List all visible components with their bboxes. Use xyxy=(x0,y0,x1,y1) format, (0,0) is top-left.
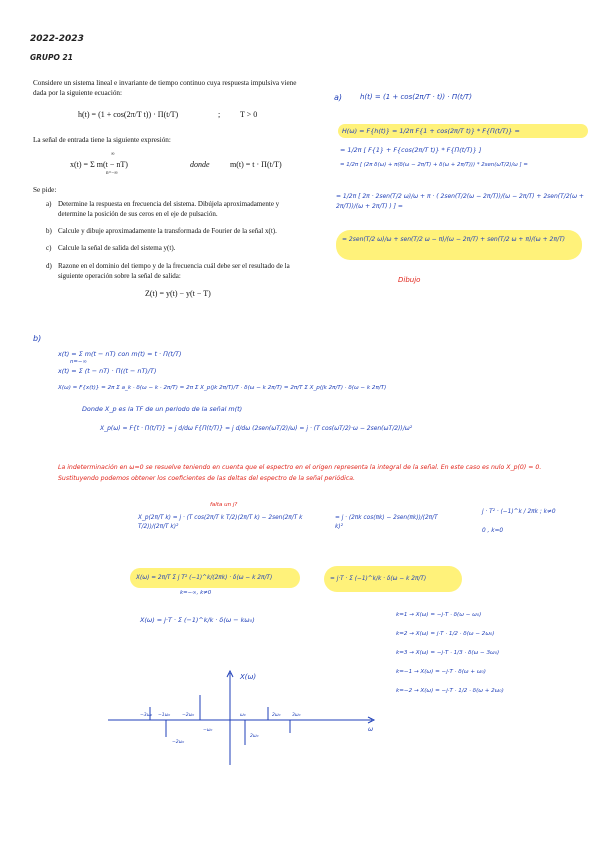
part-b-line3: X(ω) = F{x(t)} = 2π Σ a_k · δ(ω − k · 2π/T) = 2π Σ X_p(jk 2π/T)/T · δ(ω − k 2π/T) = 2π/T Σ X_p(jk 2π/T) · δ(ω − k 2π/T) xyxy=(58,385,387,391)
spectrum-plot xyxy=(100,665,380,775)
se-pide: Se pide: xyxy=(33,186,57,194)
part-b-line5: X_p(ω) = F{t · Π(t/T)} = j d/dω F{Π(t/T)} = j d/dω (2sen(ωT/2)/ω) = j · (T cos(ωT/2)·ω − 2sen(ωT/2))/ω² xyxy=(100,425,413,432)
part-b-line6-mid: = j · (2πk cos(πk) − 2sen(πk))/(2π/T k)² xyxy=(335,515,438,530)
part-a-h-def: h(t) = (1 + cos(2π/T · t)) · Π(t/T) xyxy=(360,93,472,101)
part-b-red-question: falta un j? xyxy=(210,502,238,508)
year-label: 2022-2023 xyxy=(30,34,84,44)
x-equation: x(t) = Σ m(t − nT) xyxy=(70,160,128,169)
part-b-red-note: La indeterminación en ω=0 se resuelve teniendo en cuenta que el espectro en el origen representa la integral de la señal. En este caso es nulo X_p(0) = 0. Sustituyendo podemos obtener los coeficientes de las deltas del espectro de la señal periódica. xyxy=(58,464,542,482)
input-intro: La señal de entrada tiene la siguiente expresión: xyxy=(33,136,171,144)
part-b-line7-sum: k=−∞, k≠0 xyxy=(180,590,212,596)
item-b-label: b) xyxy=(46,227,52,235)
item-c-label: c) xyxy=(46,244,52,252)
part-b-line4: Donde X_p es la TF de un periodo de la señal m(t) xyxy=(82,405,243,413)
part-b-line1-sum: n=−∞ xyxy=(70,359,87,365)
tick-upper-0: −3ω₀ xyxy=(140,713,153,718)
part-a-line1: H(ω) = F{h(t)} = 1/2π F{1 + cos(2π/T t)} * F{Π(t/T)} = xyxy=(338,124,588,138)
item-d-text: Razone en el dominio del tiempo y de la frecuencia cuál debe ser el resultado de la siguiente operación sobre la señal de salida: xyxy=(58,262,290,280)
part-a-dibujo: Dibujo xyxy=(398,276,421,284)
item-a xyxy=(46,200,308,219)
h-eq-cond: ; xyxy=(218,110,221,119)
part-b-line7-left: X(ω) = 2π/T Σ j T² (−1)^k/(2πk) · δ(ω − k 2π/T) xyxy=(130,568,300,588)
spectrum-xlabel: ω xyxy=(368,726,374,733)
tick-upper-4: 2ω₀ xyxy=(272,713,281,718)
item-c xyxy=(46,244,308,254)
item-a-label: a) xyxy=(46,200,52,208)
part-a-result: = 2sen(T/2 ω)/ω + sen(T/2 ω − π)/(ω − 2π/T) + sen(T/2 ω + π)/(ω + 2π/T) xyxy=(336,230,582,260)
item-d xyxy=(46,262,308,281)
part-b-line2: x(t) = Σ (t − nT) · Π((t − nT)/T) xyxy=(58,367,157,375)
intro-text: Considere un sistema lineal e invariante de tiempo continuo cuya respuesta impulsiva viene dada por la siguiente ecuación: xyxy=(33,79,297,97)
item-c-text: Calcule la señal de salida del sistema y(t). xyxy=(58,244,176,252)
h-eq-t: T > 0 xyxy=(240,110,258,119)
item-a-text: Determine la respuesta en frecuencia del sistema. Dibújela aproximadamente y determine la posición de sus ceros en el eje de pulsación. xyxy=(58,200,280,218)
h-eq-body: (1 + cos(2π/T t)) · Π(t/T) xyxy=(98,110,179,119)
tick-lower-2: 2ω₀ xyxy=(250,734,259,739)
tick-upper-2: −2ω₀ xyxy=(182,713,195,718)
case-k1: k=1 → X(ω) = −j·T · δ(ω − ω₀) xyxy=(396,612,482,618)
part-b-line8: X(ω) = j·T · Σ (−1)^k/k · δ(ω − kω₀) xyxy=(140,616,255,624)
case-k2: k=2 → X(ω) = j·T · 1/2 · δ(ω − 2ω₀) xyxy=(396,631,495,637)
item-d-label: d) xyxy=(46,262,52,270)
part-a-label: a) xyxy=(334,93,343,102)
case-km2: k=−2 → X(ω) = −j·T · 1/2 · δ(ω + 2ω₀) xyxy=(396,688,504,694)
part-b-line6-left: X_p(2π/T k) = j · (T cos(2π/T k T/2)(2π/T k) − 2sen(2π/T k T/2))/(2π/T k)² xyxy=(138,515,303,530)
tick-upper-3: ω₀ xyxy=(240,713,246,718)
part-a-line4: = 1/2π [ 2π · 2sen(T/2 ω)/ω + π · ( 2sen(T/2(ω − 2π/T))/(ω − 2π/T) + 2sen(T/2(ω + 2π/T))/(ω + 2π/T) ) ] = xyxy=(336,193,584,210)
part-a-line2: = 1/2π [ F{1} + F{cos(2π/T t)} * F{Π(t/T)} ] xyxy=(340,146,482,154)
case-k3: k=3 → X(ω) = −j·T · 1/3 · δ(ω − 3ω₀) xyxy=(396,650,500,656)
case-km1: k=−1 → X(ω) = −j·T · δ(ω + ω₀) xyxy=(396,669,486,675)
item-b-text: Calcule y dibuje aproximadamente la transformada de Fourier de la señal x(t). xyxy=(58,227,277,235)
part-b-line1: x(t) = Σ m(t − nT) con m(t) = t · Π(t/T) xyxy=(58,350,182,358)
spectrum-ylabel: X(ω) xyxy=(240,673,257,681)
tick-upper-1: −1ω₀ xyxy=(158,713,171,718)
part-a-line3: = 1/2π [ (2π δ(ω) + π(δ(ω − 2π/T) + δ(ω + 2π/T))) * 2sen(ωT/2)/ω ] = xyxy=(340,162,528,168)
x-sum-top: ∞ xyxy=(111,152,115,157)
part-b-line7-right: = j·T · Σ (−1)^k/k · δ(ω − k 2π/T) xyxy=(324,566,462,592)
tick-upper-5: 3ω₀ xyxy=(292,713,301,718)
item-b xyxy=(46,227,308,237)
z-equation: Z(t) = y(t) − y(t − T) xyxy=(145,289,211,298)
x-donde: donde xyxy=(190,160,210,169)
impulse-equation xyxy=(78,110,178,119)
part-b-label: b) xyxy=(33,334,42,343)
m-equation: m(t) = t · Π(t/T) xyxy=(230,160,282,169)
group-label: GRUPO 21 xyxy=(30,53,73,62)
part-b-line6-right-a: j · T² · (−1)^k / 2πk ; k≠0 xyxy=(482,509,556,515)
x-sum-bottom: n=−∞ xyxy=(106,171,118,176)
tick-lower-0: −2ω₀ xyxy=(172,740,185,745)
part-b-line6-right-b: 0 , k=0 xyxy=(482,528,504,534)
h-eq-left: h(t) = xyxy=(78,110,97,119)
tick-lower-1: −ω₀ xyxy=(203,728,213,733)
